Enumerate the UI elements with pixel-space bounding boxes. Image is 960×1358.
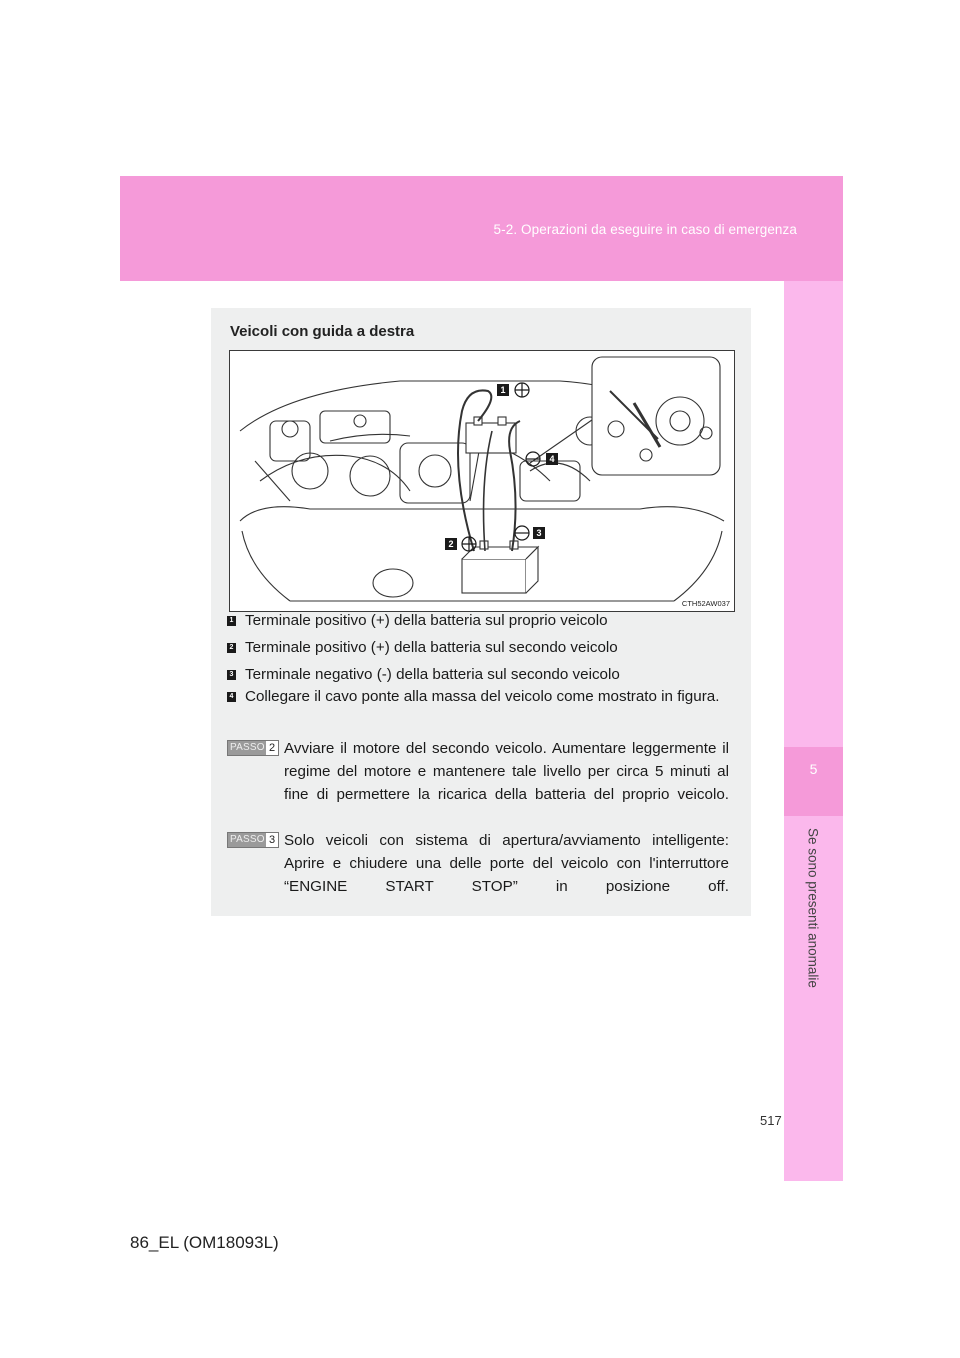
chapter-header-band xyxy=(120,176,843,281)
content-panel xyxy=(211,308,751,916)
legend-text: Collegare il cavo ponte alla massa del veicolo come mostrato in figura. xyxy=(245,688,720,705)
legend-text: Terminale negativo (-) della batteria sul secondo veicolo xyxy=(245,666,620,683)
step-badge-number: 3 xyxy=(268,834,276,846)
engine-bay-illustration xyxy=(229,350,735,612)
document-code: 86_EL (OM18093L) xyxy=(130,1233,279,1252)
svg-text:3: 3 xyxy=(536,528,542,538)
legend-number-badge: 2 xyxy=(227,643,236,653)
step-text: Solo veicoli con sistema di apertura/avviamento intelligente: Aprire e chiudere una delle porte del veicolo con l'interruttore “ENGINE START STOP” in posizione off. xyxy=(284,832,729,895)
legend-number-badge: 4 xyxy=(227,692,236,702)
engine-bay-drawing xyxy=(230,351,734,611)
svg-text:1: 1 xyxy=(500,385,506,395)
legend-text: Terminale positivo (+) della batteria sul secondo veicolo xyxy=(245,639,618,656)
step-text: Avviare il motore del secondo veicolo. Aumentare leggermente il regime del motore e mantenere tale livello per circa 5 minuti al fine di permettere la ricarica della batteria del proprio veicolo. xyxy=(284,740,729,803)
chapter-number-block xyxy=(784,747,843,816)
page-number: 517 xyxy=(760,1113,782,1128)
step-badge-word: PASSO xyxy=(230,742,265,753)
legend-number-badge: 3 xyxy=(227,670,236,680)
svg-text:4: 4 xyxy=(549,454,555,464)
chapter-side-tab xyxy=(784,281,843,1181)
figure-code: CTH52AW037 xyxy=(681,599,730,608)
chapter-number: 5 xyxy=(809,761,818,777)
step-badge xyxy=(227,832,279,848)
svg-text:2: 2 xyxy=(448,539,454,549)
legend-number-badge: 1 xyxy=(227,616,236,626)
section-title: Veicoli con guida a destra xyxy=(230,323,415,340)
chapter-title-vertical: Se sono presenti anomalie xyxy=(805,828,821,988)
legend-text: Terminale positivo (+) della batteria sul proprio veicolo xyxy=(245,612,608,629)
section-breadcrumb: 5-2. Operazioni da eseguire in caso di emergenza xyxy=(493,222,797,237)
step-badge-number: 2 xyxy=(268,742,276,754)
step-badge-word: PASSO xyxy=(230,834,265,845)
step-badge xyxy=(227,740,279,756)
